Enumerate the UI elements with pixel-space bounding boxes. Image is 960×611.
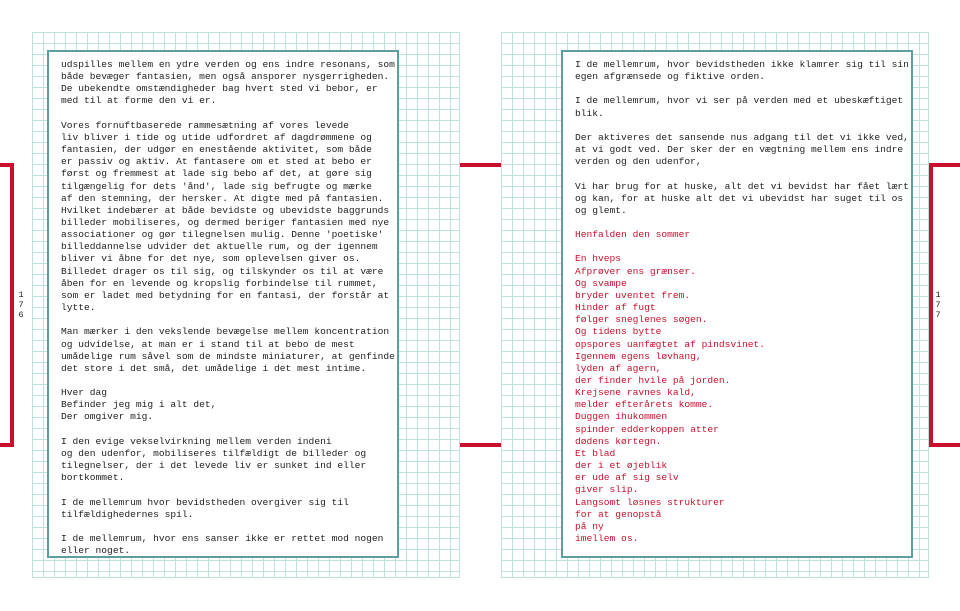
page-number-left: 1 7 6 [18,290,24,320]
gutter-tab-top [460,163,502,167]
left-page [32,32,460,578]
left-outer-bracket [10,163,14,447]
left-text-frame [47,50,399,558]
left-paragraph-2: Vores fornuftbaserede rammesætning af vores levede liv bliver i tide og utide udfordret af dagdrømmene og fantasien, der udgør en enestående aktivitet, som både er passiv og aktiv. At fantasere om et sted at bebo er først og fremmest at lade sig bebo af det, at gøre sig tilgængelig for dets 'ånd', lade sig befrugte og mærke af den stemning, der hersker. At digte med på fantasien. Hvilket indebærer at både bevidste og ubevidste baggrunds billeder mobiliseres, og dermed beriger fantasien med nye associationer og gør tilegnelsen mulig. Denne 'poetiske' billeddannelse udvider det aktuelle rum, og der igennem bliver vi åbne for det nye, som oplevelsen giver os. Billedet drager os til sig, og tilskynder os til at være åben for en levende og kropslig forbindelse til rummet, som er ladet med betydning for en fantasi, der forstår at lytte. [61,119,390,314]
poem-title: Henfalden den sommer [575,229,691,241]
right-text-frame [561,50,913,558]
page-number-right: 1 7 7 [935,290,941,320]
left-poem-stanza: Hver dag Befinder jeg mig i alt det, Der omgiver mig. [61,387,217,423]
left-paragraph-1: udspilles mellem en ydre verden og ens indre resonans, som både bevæger fantasien, men også ansporer nysgerrigheden. De ubekendte omstændigheder bag hvert sted vi bebor, er med til at forme den vi er. [61,59,395,107]
gutter-tab-bottom [460,443,502,447]
right-page [501,32,929,578]
right-paragraph-1: I de mellemrum, hvor bevidstheden ikke klamrer sig til sin egen afgrænsede og fiktive orden. [575,59,909,83]
right-paragraph-3: Der aktiveres det sansende nus adgang til det vi ikke ved, at vi godt ved. Der sker der en vægtning mellem ens indre verden og den udenfor, [575,131,909,168]
left-paragraph-5: I den evige vekselvirkning mellem verden indeni og den udenfor, mobiliseres tilfældigt de billeder og tilegnelser, der i det levede liv er sunket ind eller bortkommet. [61,435,367,484]
right-outer-tab-top [929,163,960,167]
left-paragraph-6: I de mellemrum hvor bevidstheden overgiver sig til tilfældighedernes spil. [61,496,349,520]
left-paragraph-7: I de mellemrum, hvor ens sanser ikke er rettet mod nogen eller noget. [61,533,384,557]
poem-body: En hveps Afprøver ens grænser. Og svampe bryder uventet frem. Hinder af fugt følger sneglenes søgen. Og tidens bytte opspores uanfægtet af pindsvinet. Igennem egens løvhang, lyden af agern, der finder hvile på jorden. Krejsene ravnes kald, melder efterårets komme. Duggen ihukommen spinder edderkoppen atter dødens kørtegn. Et blad der i et øjeblik er ude af sig selv giver slip. Langsomt løsnes strukturer for at genopstå på ny imellem os. [575,253,765,545]
right-outer-tab-bottom [929,443,960,447]
left-paragraph-3: Man mærker i den vekslende bevægelse mellem koncentration og udvidelse, at man er i stand til at bebo de mest umådelige rum såvel som de mindste miniaturer, at genfinde det store i det små, det umådelige i det mest intime. [61,326,395,374]
left-outer-tab-bottom [0,443,14,447]
right-paragraph-4: Vi har brug for at huske, alt det vi bevidst har fået lært og kan, for at huske alt det vi ubevidst har suget til os og glemt. [575,180,909,216]
right-paragraph-2: I de mellemrum, hvor vi ser på verden med et ubeskæftiget blik. [575,95,904,119]
